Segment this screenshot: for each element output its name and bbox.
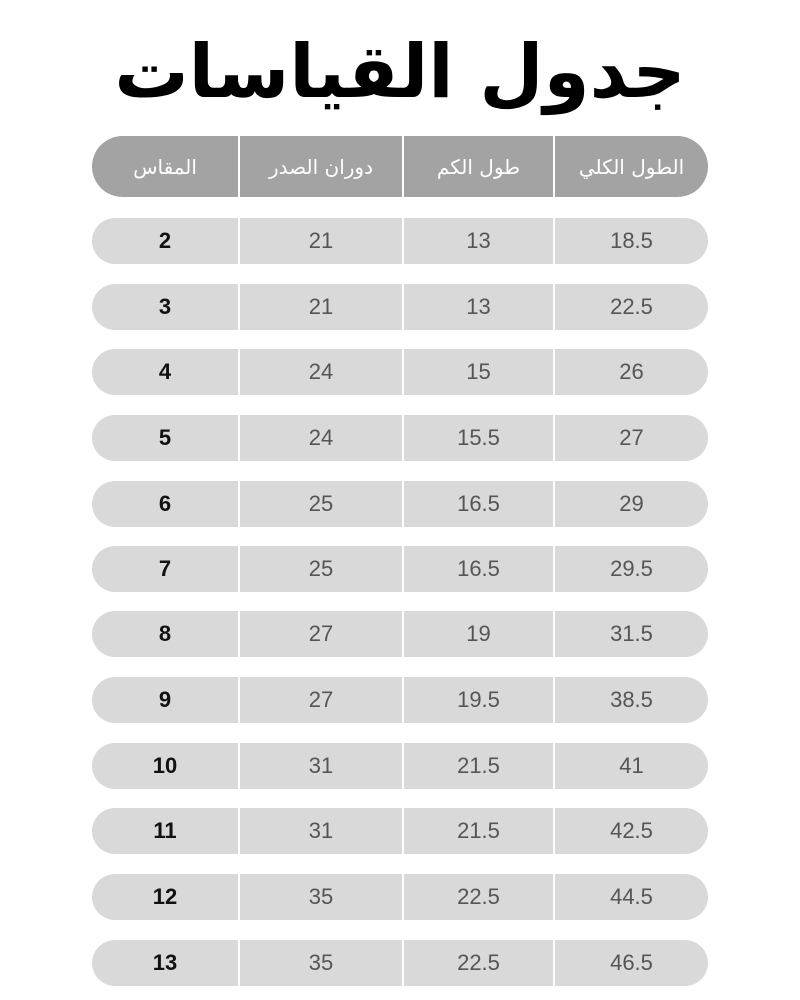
cell-chest: 31 [238,808,402,854]
header-chest: دوران الصدر [238,136,402,197]
cell-size: 6 [158,491,172,516]
cell-chest: 35 [238,940,402,986]
table-row [92,415,708,461]
cell-chest: 21 [238,218,402,264]
cell-chest: 25 [238,546,402,592]
table-row [92,284,708,330]
cell-sleeve: 15 [402,349,553,395]
cell-sleeve: 16.5 [402,546,553,592]
cell-size: 12 [152,884,178,909]
cell-chest: 35 [238,874,402,920]
cell-size: 10 [152,753,178,778]
cell-size: 4 [158,359,172,384]
cell-size: 11 [153,818,177,843]
cell-sleeve: 21.5 [402,808,553,854]
header-length: الطول الكلي [553,136,708,197]
cell-chest: 24 [238,349,402,395]
cell-sleeve: 16.5 [402,481,553,527]
cell-size: 9 [158,687,172,712]
cell-length: 38.5 [553,677,708,723]
cell-sleeve: 22.5 [402,940,553,986]
cell-chest: 27 [238,677,402,723]
cell-sleeve: 15.5 [402,415,553,461]
table-header-row [92,136,708,197]
cell-chest: 25 [238,481,402,527]
cell-length: 44.5 [553,874,708,920]
cell-sleeve: 13 [402,284,553,330]
cell-size: 8 [158,621,172,646]
table-row [92,677,708,723]
cell-size: 7 [158,556,172,581]
cell-sleeve: 19 [402,611,553,657]
cell-chest: 24 [238,415,402,461]
cell-length: 46.5 [553,940,708,986]
cell-length: 22.5 [553,284,708,330]
cell-length: 42.5 [553,808,708,854]
table-row [92,349,708,395]
cell-length: 31.5 [553,611,708,657]
cell-length: 27 [553,415,708,461]
page-title: جدول القياسات [114,29,686,115]
table-row [92,546,708,592]
table-row [92,743,708,789]
cell-length: 26 [553,349,708,395]
cell-sleeve: 13 [402,218,553,264]
cell-size: 2 [158,228,172,253]
cell-sleeve: 22.5 [402,874,553,920]
cell-length: 41 [553,743,708,789]
table-row [92,611,708,657]
cell-length: 29.5 [553,546,708,592]
cell-sleeve: 21.5 [402,743,553,789]
cell-chest: 31 [238,743,402,789]
table-row [92,874,708,920]
cell-length: 29 [553,481,708,527]
cell-sleeve: 19.5 [402,677,553,723]
cell-size: 5 [158,425,172,450]
table-row [92,218,708,264]
header-sleeve: طول الكم [402,136,553,197]
table-row [92,940,708,986]
table-row [92,808,708,854]
cell-size: 3 [158,294,172,319]
cell-chest: 27 [238,611,402,657]
cell-size: 13 [152,950,178,975]
header-size: المقاس [133,154,197,179]
cell-length: 18.5 [553,218,708,264]
cell-chest: 21 [238,284,402,330]
table-row [92,481,708,527]
